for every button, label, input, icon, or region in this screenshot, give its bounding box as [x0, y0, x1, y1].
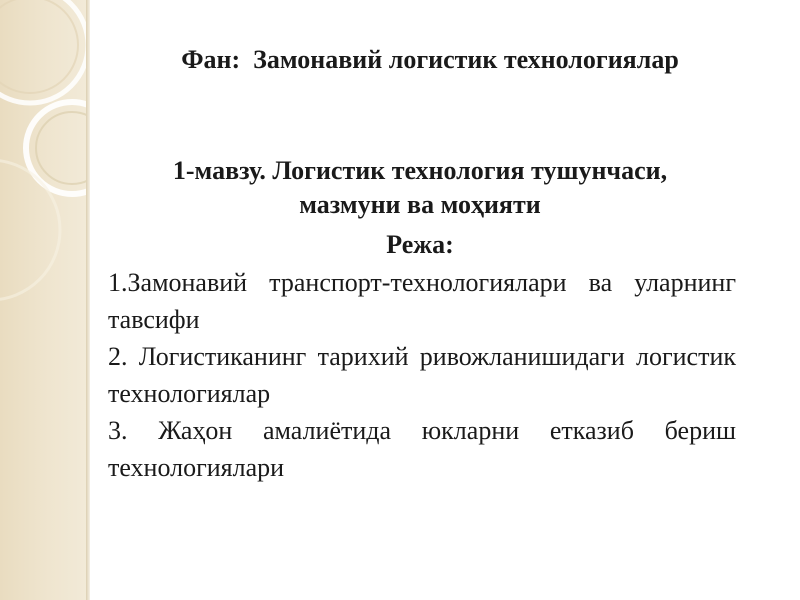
plan-item-1: 1.Замонавий транспорт-технологиялари ва уларнинг тавсифи: [108, 268, 736, 334]
side-band-edge: [86, 0, 90, 600]
subject-title: Фан: Замонавий логистик технологиялар: [181, 45, 679, 74]
plan-item-3: 3. Жаҳон амалиётида юкларни етказиб бериш технологиялари: [108, 416, 736, 482]
plan-list: [108, 264, 736, 486]
topic-title-line-1: 1-мавзу. Логистик технология тушунчаси,: [172, 156, 668, 185]
plan-item-2: 2. Логистиканинг тарихий ривожланишидаги логистик технологиялар: [108, 342, 736, 408]
topic-title-line-2: мазмуни ва моҳияти: [299, 190, 541, 219]
decorative-side-band: [0, 0, 88, 600]
decorative-rings-icon: [0, 0, 88, 600]
plan-heading: Режа:: [386, 230, 454, 259]
topic-title: [100, 154, 740, 222]
